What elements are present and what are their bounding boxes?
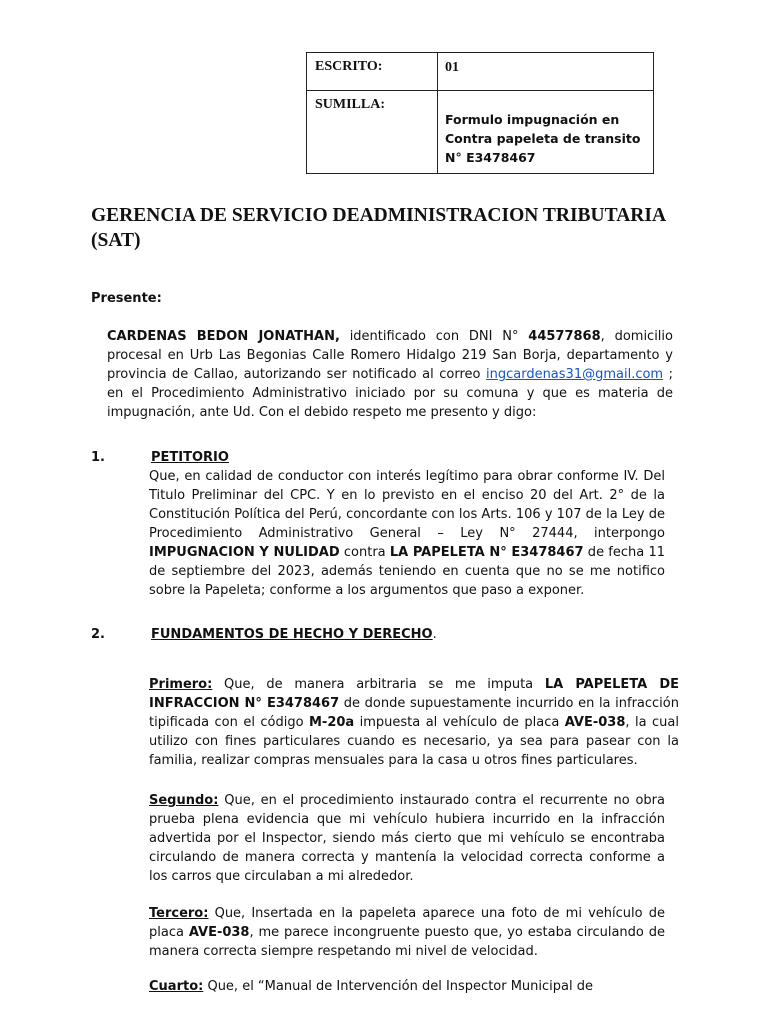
document-title: GERENCIA DE SERVICIO DEADMINISTRACION TRIBUTARIA (SAT) — [91, 205, 665, 251]
tercero-paragraph — [149, 904, 665, 961]
intro-paragraph — [107, 327, 673, 422]
cuarto-label: Cuarto: — [149, 979, 204, 994]
tercero-label: Tercero: — [149, 906, 209, 921]
segundo-text-1: Que, en el procedimiento instaurado contra el recurrente no obra prueba plena evidencia que mi vehículo hubiera incurrido en la infracción advertida por el Inspector, siendo más cierto que mi vehículo se encontraba circulando de manera correcta y mantenía la velocidad correcta conforme a los carros que circulaban a mi alrededor. — [149, 793, 665, 884]
escrito-value: 01 — [445, 60, 459, 75]
primero-text-2: de donde supuestamente incurrido en la infracción tipificada con el código — [149, 696, 679, 730]
escrito-label: ESCRITO: — [307, 53, 438, 91]
email-link[interactable]: ingcardenas31@gmail.com — [485, 367, 664, 382]
primero-text-4: , la cual utilizo con fines particulares cuando es necesario, ya sea para pasear con la familia, realizar compras mensuales para la casa u otros fines particulares. — [149, 715, 679, 768]
tercero-bold-1: AVE-038 — [188, 925, 250, 940]
intro-text-2: , domicilio procesal en Urb Las Begonias Calle Romero Hidalgo 219 San Borja, departamento y provincia de Callao, autorizando ser notificado al correo — [107, 329, 673, 382]
intro-text-3: ; en el Procedimiento Administrativo iniciado por su comuna y que es materia de impugnación, ante Ud. Con el debido respeto me presento y digo: — [107, 367, 673, 420]
petitorio-text-3: de fecha 11 de septiembre del 2023, además teniendo en cuenta que no se me notifico sobre la Papeleta; conforme a los argumentos que paso a exponer. — [149, 545, 665, 598]
petitioner-name: CARDENAS BEDON JONATHAN, — [107, 329, 340, 344]
petitorio-bold-1: IMPUGNACION Y NULIDAD — [149, 545, 340, 560]
section2-heading: FUNDAMENTOS DE HECHO Y DERECHO — [151, 627, 433, 642]
sumilla-label: SUMILLA: — [307, 91, 438, 174]
section1-number: 1. — [91, 450, 105, 465]
petitorio-text-1: Que, en calidad de conductor con interés legítimo para obrar conforme IV. Del Titulo Preliminar del CPC. Y en lo previsto en el enciso 20 del Art. 2° de la Constitución Política del Perú, concordante con los Arts. 106 y 107 de la Ley de Procedimiento Administrativo General – Ley N° 27444, interpongo — [149, 469, 665, 541]
section2-heading-suffix: . — [432, 627, 437, 642]
intro-text-1: identificado con DNI N° — [339, 329, 529, 344]
cuarto-text-1: Que, el “Manual de Intervención del Inspector Municipal de — [203, 979, 593, 994]
primero-bold-1: LA PAPELETA DE INFRACCION N° E3478467 — [149, 677, 679, 711]
tercero-text-1: Que, Insertada en la papeleta aparece una foto de mi vehículo de placa — [149, 906, 665, 940]
primero-label: Primero: — [149, 677, 213, 692]
primero-paragraph — [149, 675, 679, 770]
petitorio-paragraph — [149, 467, 665, 600]
section1-heading: PETITORIO — [151, 450, 229, 465]
section2-heading-wrap — [151, 625, 437, 644]
sumilla-value: Formulo impugnación en Contra papeleta de transito N° E3478467 — [445, 112, 641, 165]
primero-text-3: impuesta al vehículo de placa — [354, 715, 565, 730]
header-table — [306, 52, 654, 174]
section2-number: 2. — [91, 627, 105, 642]
petitorio-text-2: contra — [339, 545, 390, 560]
segundo-label: Segundo: — [149, 793, 219, 808]
petitorio-bold-2: LA PAPELETA N° E3478467 — [389, 545, 584, 560]
primero-bold-3: AVE-038 — [564, 715, 626, 730]
segundo-paragraph — [149, 791, 665, 886]
cuarto-paragraph — [149, 977, 679, 996]
tercero-text-2: , me parece incongruente puesto que, yo estaba circulando de manera correcta siempre respetando mi nivel de velocidad. — [149, 925, 665, 959]
presente-label: Presente: — [91, 291, 162, 306]
primero-bold-2: M-20a — [309, 715, 355, 730]
primero-text-1: Que, de manera arbitraria se me imputa — [212, 677, 545, 692]
dni-number: 44577868 — [528, 329, 601, 344]
